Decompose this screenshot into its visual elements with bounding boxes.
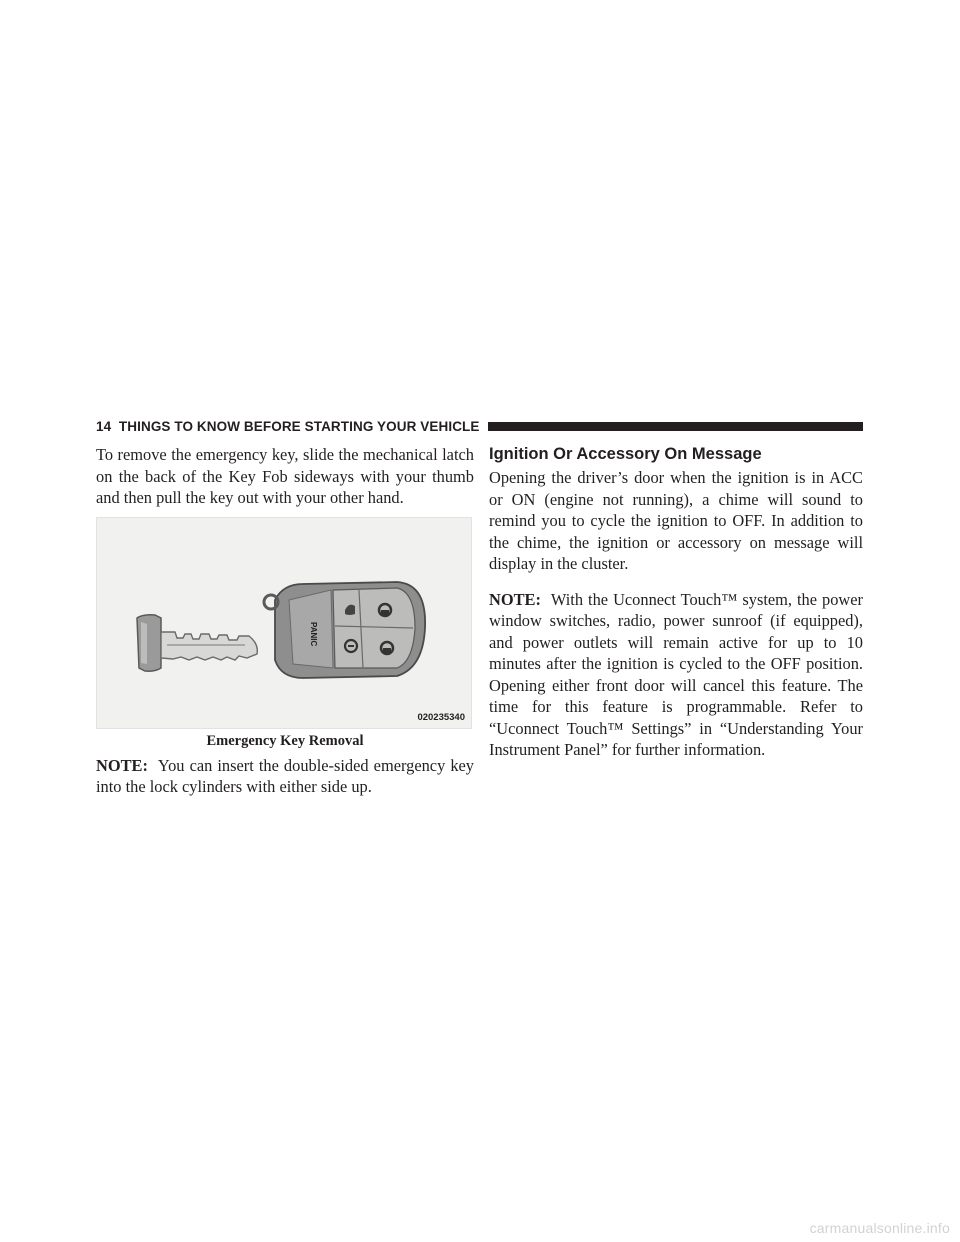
note-text: You can insert the double-sided emergency key into the lock cylinders with either side up. bbox=[96, 755, 474, 796]
figure-code: 020235340 bbox=[417, 711, 465, 723]
emergency-key-icon bbox=[137, 614, 257, 670]
left-note bbox=[96, 755, 474, 798]
panic-button-label: PANIC bbox=[309, 621, 318, 646]
page-header bbox=[96, 416, 863, 436]
key-fob-illustration bbox=[97, 518, 473, 730]
emergency-key-figure bbox=[96, 517, 472, 729]
section-title: THINGS TO KNOW BEFORE STARTING YOUR VEHICLE bbox=[118, 418, 480, 434]
ignition-paragraph: Opening the driver’s door when the ignition is in ACC or ON (engine not running), a chime will sound to remind you to cycle the ignition to OFF. In addition to the chime, the ignition or accessory on message will display in the cluster. bbox=[489, 468, 863, 573]
section-heading: Ignition Or Accessory On Message bbox=[489, 445, 762, 463]
note-label: NOTE: bbox=[489, 589, 541, 609]
right-note bbox=[489, 589, 863, 761]
note-text: With the Uconnect Touch™ system, the power window switches, radio, power sunroof (if equipped), and power outlets will remain active for up to 10 minutes after the ignition is cycled to the OFF position. Opening either front door will cancel this feature. The time for this feature is programmable. Refer to “Uconnect Touch™ Settings” in “Understanding Your Instrument Panel” for further information. bbox=[489, 589, 863, 759]
right-column bbox=[489, 444, 863, 761]
key-fob-icon bbox=[264, 582, 425, 678]
watermark: carmanualsonline.info bbox=[809, 1220, 950, 1236]
left-column bbox=[96, 444, 474, 798]
note-label: NOTE: bbox=[96, 755, 148, 775]
page-number: 14 bbox=[96, 418, 112, 434]
intro-paragraph: To remove the emergency key, slide the mechanical latch on the back of the Key Fob sideways with your thumb and then pull the key out with your other hand. bbox=[96, 445, 474, 507]
figure-caption: Emergency Key Removal bbox=[206, 732, 364, 749]
page-header-text bbox=[96, 419, 480, 434]
header-rule bbox=[488, 422, 864, 431]
